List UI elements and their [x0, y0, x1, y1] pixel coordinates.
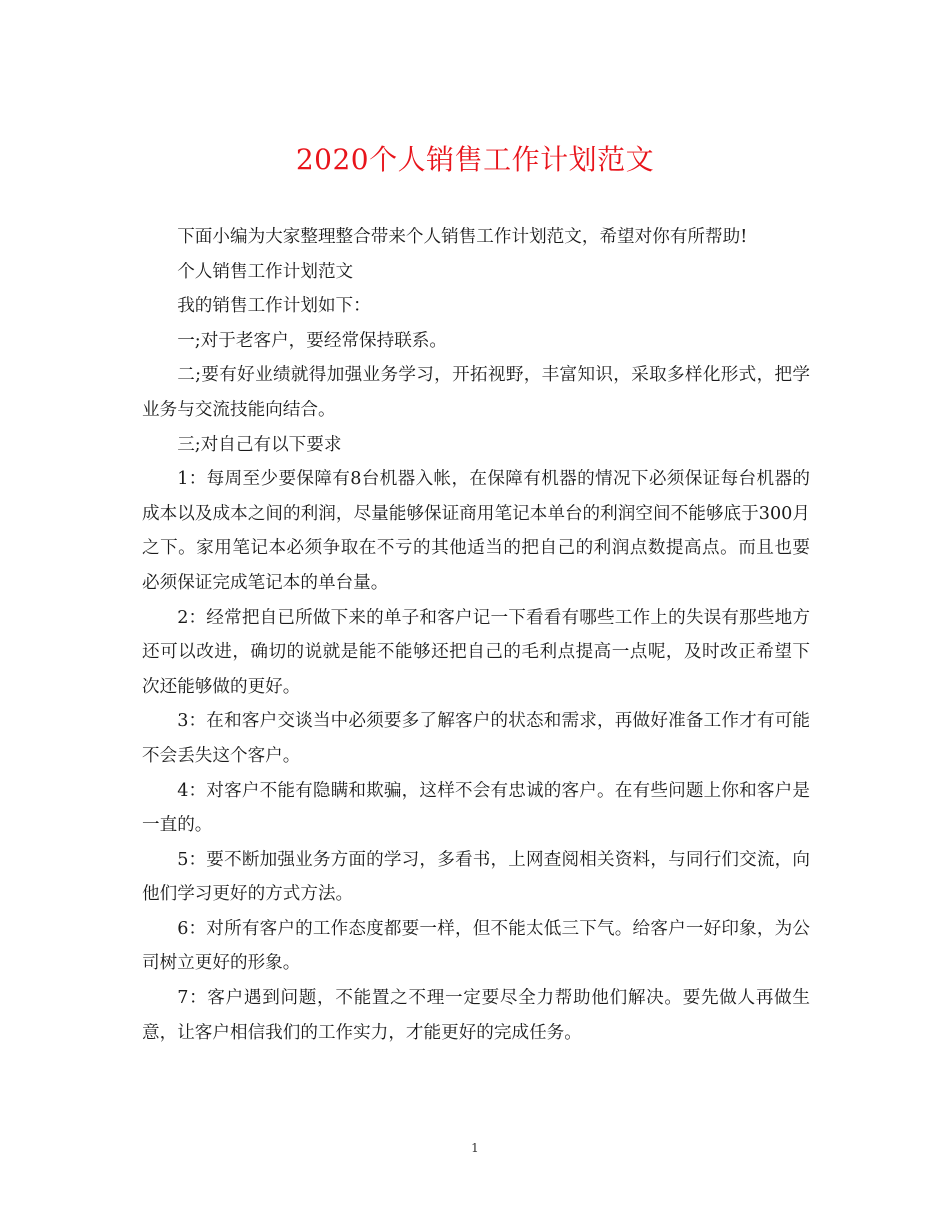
paragraph-item-2: 二;要有好业绩就得加强业务学习，开拓视野，丰富知识，采取多样化形式，把学业务与交流技能向结合。: [142, 365, 810, 420]
page-number: 1: [471, 1141, 479, 1155]
paragraph-requirement-3: 3：在和客户交谈当中必须要多了解客户的状态和需求，再做好准备工作才有可能不会丢失这个客户。: [142, 711, 810, 766]
paragraph-requirement-6: 6：对所有客户的工作态度都要一样，但不能太低三下气。给客户一好印象，为公司树立更好的形象。: [142, 918, 810, 974]
paragraph-plan-heading: 我的销售工作计划如下：: [177, 296, 371, 317]
paragraph-requirement-1: 1：每周至少要保障有8台机器入帐，在保障有机器的情况下必须保证每台机器的成本以及成本之间的利润，尽量能够保证商用笔记本单台的利润空间不能够底于300月之下。家用笔记本必须争取在不亏的其他适当的把自己的利润点数提高点。而且也要必须保证完成笔记本的单台量。: [142, 469, 810, 593]
paragraph-subtitle: 个人销售工作计划范文: [177, 261, 354, 282]
paragraph-intro: 下面小编为大家整理整合带来个人销售工作计划范文，希望对你有所帮助!: [177, 227, 748, 247]
paragraph-requirement-5: 5：要不断加强业务方面的学习，多看书，上网查阅相关资料，与同行们交流，向他们学习更好的方式方法。: [142, 849, 810, 905]
document-body: [142, 220, 810, 1050]
paragraph-requirement-4: 4：对客户不能有隐瞒和欺骗，这样不会有忠诚的客户。在有些问题上你和客户是一直的。: [142, 780, 810, 836]
document-title: 2020个人销售工作计划范文: [295, 143, 655, 176]
paragraph-item-1: 一;对于老客户，要经常保持联系。: [177, 330, 448, 351]
paragraph-requirement-7: 7：客户遇到问题，不能置之不理一定要尽全力帮助他们解决。要先做人再做生意，让客户相信我们的工作实力，才能更好的完成任务。: [142, 988, 810, 1043]
paragraph-requirement-2: 2：经常把自已所做下来的单子和客户记一下看看有哪些工作上的失误有那些地方还可以改进，确切的说就是能不能够还把自己的毛利点提高一点呢，及时改正希望下次还能够做的更好。: [142, 607, 810, 697]
paragraph-item-3: 三;对自己有以下要求: [177, 434, 342, 455]
